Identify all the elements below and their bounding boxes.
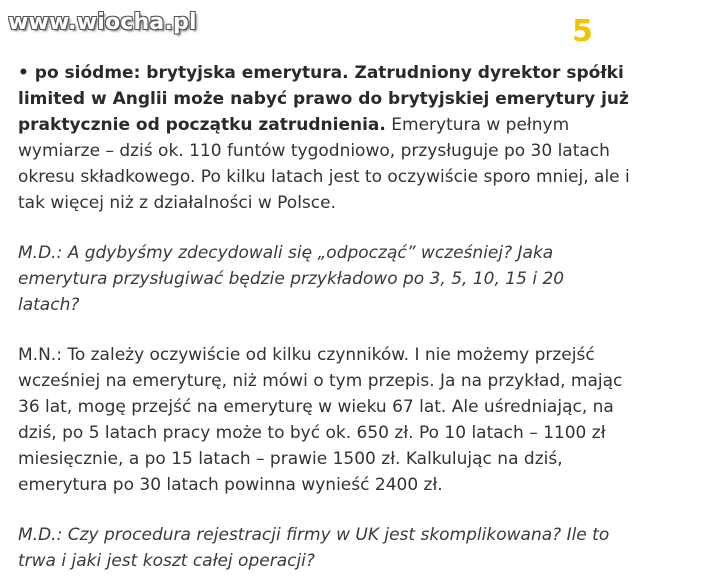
bold-line: praktycznie od początku zatrudnienia.	[18, 115, 386, 135]
text-line: miesięcznie, a po 15 latach – prawie 1500 zł. Kalkulując na dziś,	[18, 449, 563, 469]
bold-line: • po siódme: brytyjska emerytura. Zatrudniony dyrektor spółki	[18, 63, 624, 83]
text-line: 36 lat, mogę przejść na emeryturę w wieku 67 lat. Ale uśredniając, na	[18, 397, 614, 417]
bold-line: limited w Anglii może nabyć prawo do brytyjskiej emerytury już	[18, 89, 629, 109]
question-company-registration	[18, 522, 718, 574]
text-line: dziś, po 5 latach pracy może to być ok. 650 zł. Po 10 latach – 1100 zł	[18, 423, 606, 443]
answer-pension-amounts	[18, 342, 718, 498]
site-watermark: www.wiocha.pl	[8, 10, 197, 35]
text-line: Emerytura w pełnym	[385, 115, 570, 135]
text-line: trwa i jaki jest koszt całej operacji?	[18, 551, 315, 571]
question-retire-early	[18, 240, 718, 318]
text-line: tak więcej niż z działalności w Polsce.	[18, 193, 336, 213]
text-line: M.N.: To zależy oczywiście od kilku czynników. I nie możemy przejść	[18, 345, 595, 365]
text-line: wcześniej na emeryturę, niż mówi o tym przepis. Ja na przykład, mając	[18, 371, 623, 391]
page-number: 5	[572, 14, 593, 49]
text-line: emerytura przysługiwać będzie przykładowo po 3, 5, 10, 15 i 20	[18, 269, 565, 289]
text-line: latach?	[18, 295, 80, 315]
text-line: emerytura po 30 latach powinna wynieść 2400 zł.	[18, 475, 443, 495]
text-line: M.D.: Czy procedura rejestracji firmy w UK jest skomplikowana? Ile to	[18, 525, 610, 545]
text-line: okresu składkowego. Po kilku latach jest to oczywiście sporo mniej, ale i	[18, 167, 630, 187]
text-line: wymiarze – dziś ok. 110 funtów tygodniowo, przysługuje po 30 latach	[18, 141, 610, 161]
article-content	[18, 60, 718, 579]
paragraph-british-pension	[18, 60, 718, 216]
text-line: M.D.: A gdybyśmy zdecydowali się „odpocząć” wcześniej? Jaka	[18, 243, 554, 263]
